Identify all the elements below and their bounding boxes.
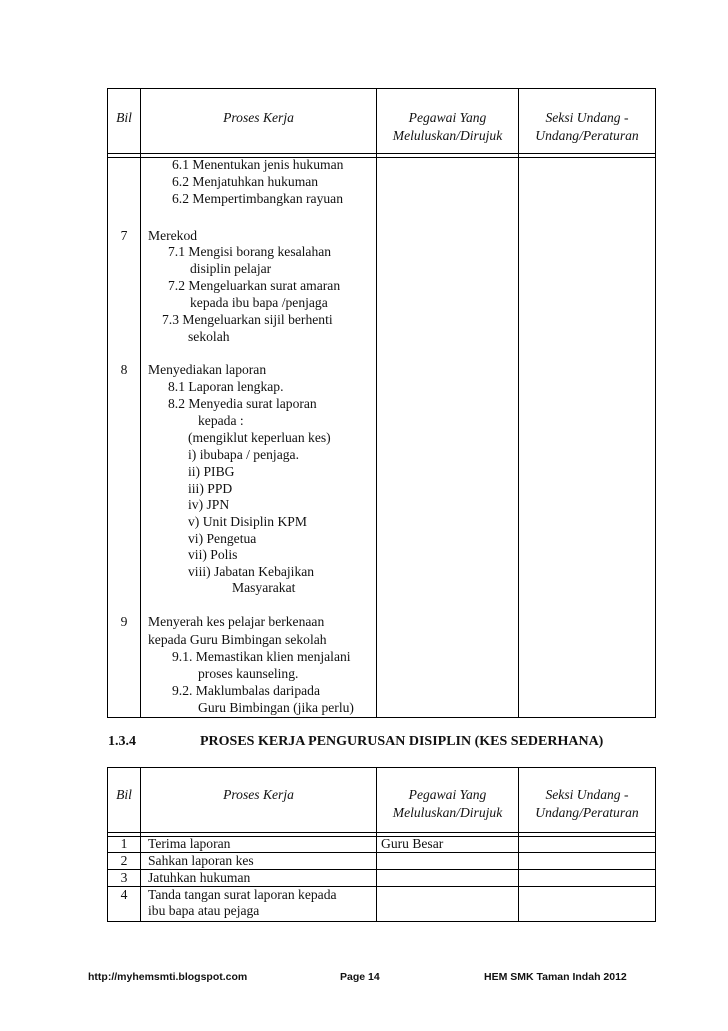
row-number: 8 [120,362,128,377]
process-line: Menyerah kes pelajar berkenaan [148,614,325,629]
process-line: disiplin pelajar [190,261,272,276]
header-bil: Bil [116,110,132,125]
process-line: Merekod [148,228,198,243]
process-line: vii) Polis [188,547,238,562]
header-pegawai-line-1: Pegawai Yang [408,110,487,125]
header-seksi-line-2: Undang/Peraturan [535,805,639,820]
process-line: Guru Bimbingan (jika perlu) [198,700,354,715]
process-line: 8.1 Laporan lengkap. [168,379,284,394]
process-line: Terima laporan [148,836,231,851]
process-line: 7.3 Mengeluarkan sijil berhenti [162,312,333,327]
header-proses-kerja: Proses Kerja [223,110,294,125]
process-line: Menyediakan laporan [148,362,267,377]
process-line: iv) JPN [188,497,230,512]
process-line: Masyarakat [232,580,296,595]
process-line: sekolah [188,329,230,344]
row-number: 3 [120,870,128,885]
row-number: 2 [120,853,128,868]
header-seksi-line-2: Undang/Peraturan [535,128,639,143]
header-pegawai-line-2: Meluluskan/Dirujuk [392,128,503,143]
process-line: 6.2 Menjatuhkan hukuman [172,174,319,189]
process-line: kepada : [198,413,244,428]
process-line: proses kaunseling. [198,666,299,681]
process-line: vi) Pengetua [188,531,257,546]
header-seksi-line-1: Seksi Undang - [545,110,629,125]
header-pegawai-line-2: Meluluskan/Dirujuk [392,805,503,820]
process-line: 8.2 Menyedia surat laporan [168,396,317,411]
process-line: ii) PIBG [188,464,235,479]
process-line: viii) Jabatan Kebajikan [188,564,315,579]
process-line: kepada Guru Bimbingan sekolah [148,632,327,647]
process-line: 6.1 Menentukan jenis hukuman [172,157,344,172]
process-line: 7.1 Mengisi borang kesalahan [168,244,332,259]
process-line: Jatuhkan hukuman [148,870,251,885]
footer-url: http://myhemsmti.blogspot.com [88,971,248,983]
footer-page-number: Page 14 [340,971,380,983]
section-number: 1.3.4 [108,734,136,749]
process-line: i) ibubapa / penjaga. [188,447,299,462]
header-bil: Bil [116,787,132,802]
process-line: v) Unit Disiplin KPM [188,514,307,529]
footer-school: HEM SMK Taman Indah 2012 [484,971,627,983]
row-number: 7 [120,228,128,243]
section-title: PROSES KERJA PENGURUSAN DISIPLIN (KES SEDERHANA) [200,734,604,749]
header-pegawai-line-1: Pegawai Yang [408,787,487,802]
row-number: 4 [120,887,128,902]
process-line: iii) PPD [188,481,233,496]
row-number: 9 [120,614,128,629]
process-line: 7.2 Mengeluarkan surat amaran [168,278,341,293]
row-number: 1 [120,836,128,851]
header-proses-kerja: Proses Kerja [223,787,294,802]
process-line: 6.2 Mempertimbangkan rayuan [172,191,344,206]
process-line: Tanda tangan surat laporan kepada [148,887,337,902]
process-line: 9.2. Maklumbalas daripada [172,683,320,698]
process-line: kepada ibu bapa /penjaga [190,295,328,310]
process-line: 9.1. Memastikan klien menjalani [172,649,351,664]
header-seksi-line-1: Seksi Undang - [545,787,629,802]
process-line: (mengiklut keperluan kes) [188,430,331,445]
process-line: Sahkan laporan kes [148,853,254,868]
process-line: ibu bapa atau pejaga [148,903,260,918]
approver-cell: Guru Besar [381,836,444,851]
